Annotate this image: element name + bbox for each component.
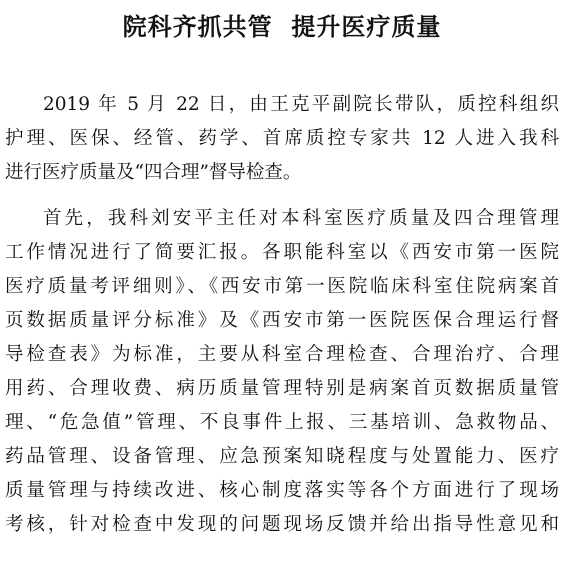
paragraph-line: 医疗质量考评细则》、《西安市第一医院临床科室住院病案首 [5, 276, 559, 297]
paragraph-line: 护理、医保、经管、药学、首席质控专家共 12 人进入我科 [5, 128, 559, 149]
paragraph-line: 用药、合理收费、病历质量管理特别是病案首页数据质量管 [5, 378, 559, 399]
paragraph-line: 进行医疗质量及“四合理”督导检查。 [5, 162, 302, 183]
paragraph-line: 质量管理与持续改进、核心制度落实等各个方面进行了现场 [5, 480, 559, 501]
paragraph-line: 2019 年 5 月 22 日，由王克平副院长带队，质控科组织 [43, 94, 559, 115]
paragraph-line: 考核，针对检查中发现的问题现场反馈并给出指导性意见和 [5, 514, 559, 535]
paragraph-line: 首先，我科刘安平主任对本科室医疗质量及四合理管理 [43, 208, 559, 229]
paragraph-1 [5, 88, 559, 190]
paragraph-line: 页数据质量评分标准》及《西安市第一医院医保合理运行督 [5, 310, 559, 331]
paragraph-2 [5, 202, 559, 542]
paragraph-line: 工作情况进行了简要汇报。各职能科室以《西安市第一医院 [5, 242, 559, 263]
paragraph-line: 导检查表》为标准，主要从科室合理检查、合理治疗、合理 [5, 344, 559, 365]
paragraph-line: 药品管理、设备管理、应急预案知晓程度与处置能力、医疗 [5, 446, 559, 467]
article-title: 院科齐抓共管 提升医疗质量 [122, 12, 442, 41]
paragraph-line: 理、“危急值”管理、不良事件上报、三基培训、急救物品、 [5, 412, 559, 433]
